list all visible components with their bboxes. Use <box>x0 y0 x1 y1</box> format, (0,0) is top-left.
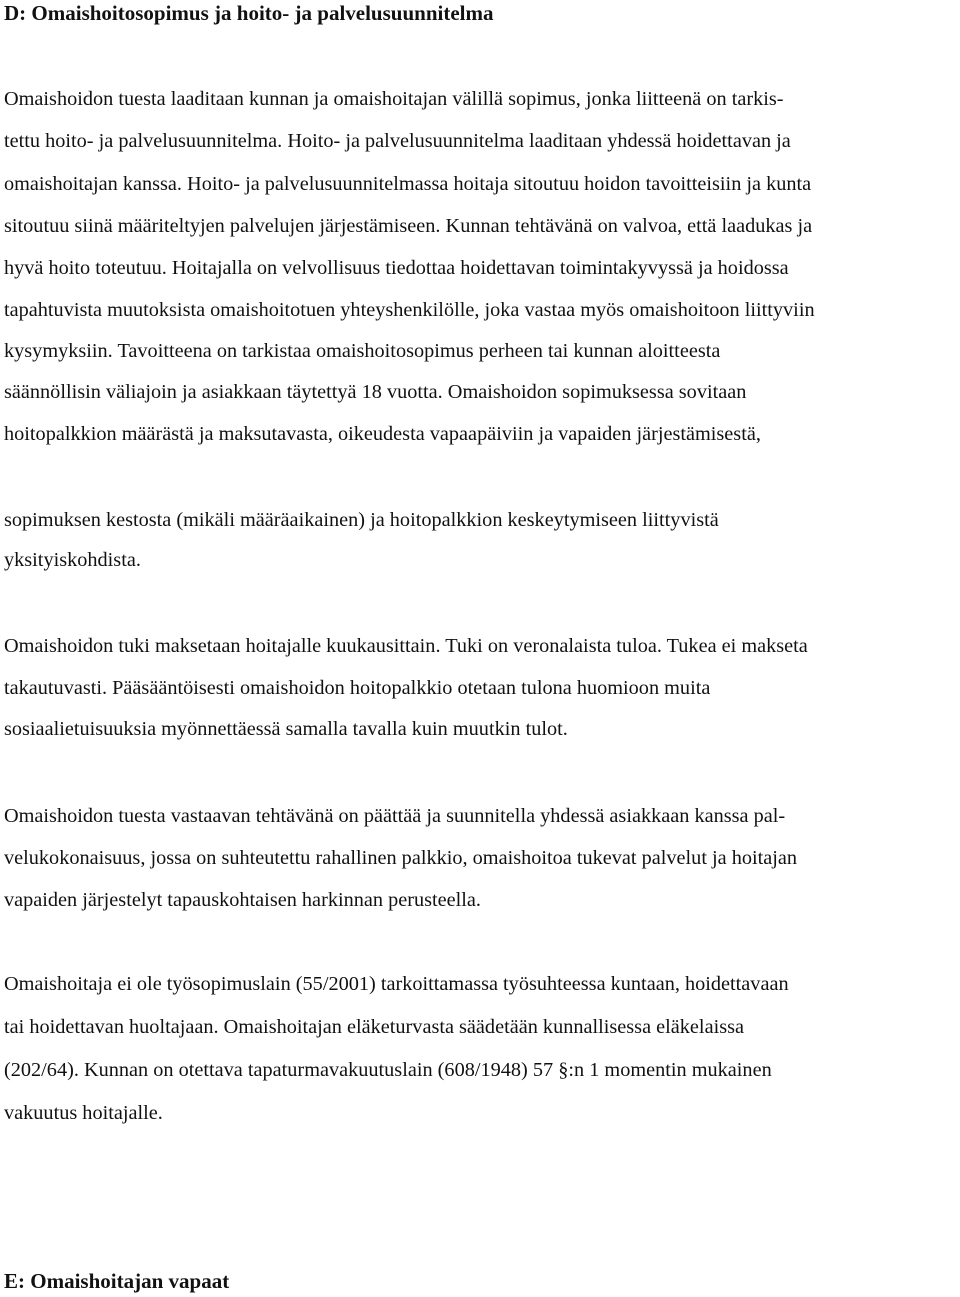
text-line: hyvä hoito toteutuu. Hoitajalla on velvollisuus tiedottaa hoidettavan toimintakyvyssä ja hoidossa <box>4 257 789 279</box>
text-line: yksityiskohdista. <box>4 549 141 571</box>
text-line: velukokonaisuus, jossa on suhteutettu rahallinen palkkio, omaishoitoa tukevat palvelut ja hoitajan <box>4 847 798 869</box>
text-line: sitoutuu siinä määriteltyjen palvelujen järjestämiseen. Kunnan tehtävänä on valvoa, että laadukas ja <box>4 215 813 237</box>
text-line: sosiaalietuisuuksia myönnettäessä samalla tavalla kuin muutkin tulot. <box>4 718 568 740</box>
text-line: kysymyksiin. Tavoitteena on tarkistaa omaishoitosopimus perheen tai kunnan aloitteesta <box>4 340 721 362</box>
text-line: Omaishoidon tuki maksetaan hoitajalle kuukausittain. Tuki on veronalaista tuloa. Tukea ei makseta <box>4 635 808 657</box>
text-line: sopimuksen kestosta (mikäli määräaikainen) ja hoitopalkkion keskeytymiseen liittyvistä <box>4 509 719 531</box>
text-line: Omaishoidon tuesta vastaavan tehtävänä on päättää ja suunnitella yhdessä asiakkaan kanssa pal- <box>4 805 786 827</box>
text-line: vakuutus hoitajalle. <box>4 1102 163 1124</box>
text-line: Omaishoitaja ei ole työsopimuslain (55/2001) tarkoittamassa työsuhteessa kuntaan, hoidettavaan <box>4 973 789 995</box>
text-line: omaishoitajan kanssa. Hoito- ja palvelusuunnitelmassa hoitaja sitoutuu hoidon tavoitteisiin ja kunta <box>4 173 812 195</box>
section-heading-d: D: Omaishoitosopimus ja hoito- ja palvelusuunnitelma <box>4 1 494 25</box>
text-line: tettu hoito- ja palvelusuunnitelma. Hoito- ja palvelusuunnitelma laaditaan yhdessä hoidettavan ja <box>4 130 791 152</box>
text-line: Omaishoidon tuesta laaditaan kunnan ja omaishoitajan välillä sopimus, jonka liitteenä on tarkis- <box>4 88 784 110</box>
section-heading-e: E: Omaishoitajan vapaat <box>4 1269 230 1293</box>
text-line: tapahtuvista muutoksista omaishoitotuen yhteyshenkilölle, joka vastaa myös omaishoitoon liittyviin <box>4 299 815 321</box>
text-line: vapaiden järjestelyt tapauskohtaisen harkinnan perusteella. <box>4 889 481 911</box>
text-line: (202/64). Kunnan on otettava tapaturmavakuutuslain (608/1948) 57 §:n 1 momentin mukainen <box>4 1059 772 1081</box>
text-line: säännöllisin väliajoin ja asiakkaan täytettyä 18 vuotta. Omaishoidon sopimuksessa sovitaan <box>4 381 747 403</box>
text-line: takautuvasti. Pääsääntöisesti omaishoidon hoitopalkkio otetaan tulona huomioon muita <box>4 677 711 699</box>
text-line: tai hoidettavan huoltajaan. Omaishoitajan eläketurvasta säädetään kunnallisessa eläkelaissa <box>4 1016 744 1038</box>
text-line: hoitopalkkion määrästä ja maksutavasta, oikeudesta vapaapäiviin ja vapaiden järjestämisestä, <box>4 423 761 445</box>
